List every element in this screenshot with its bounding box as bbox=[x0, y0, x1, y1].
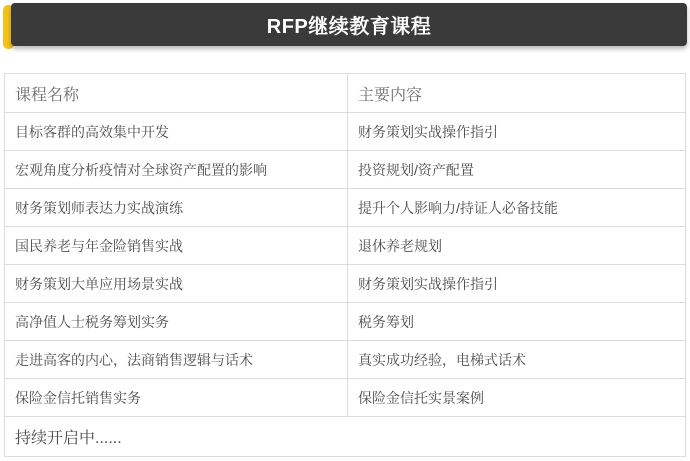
table-header-row bbox=[5, 74, 686, 113]
course-name-cell: 宏观角度分析疫情对全球资产配置的影响 bbox=[5, 151, 348, 189]
table-row bbox=[5, 341, 686, 379]
table-row bbox=[5, 227, 686, 265]
table-row bbox=[5, 189, 686, 227]
course-name-cell: 走进高客的内心，法商销售逻辑与话术 bbox=[5, 341, 348, 379]
main-content-cell: 财务策划实战操作指引 bbox=[348, 113, 686, 151]
main-content-cell: 退休养老规划 bbox=[348, 227, 686, 265]
table-row bbox=[5, 151, 686, 189]
course-name-cell: 国民养老与年金险销售实战 bbox=[5, 227, 348, 265]
course-name-cell: 财务策划师表达力实战演练 bbox=[5, 189, 348, 227]
footer-status-cell: 持续开启中...... bbox=[5, 417, 686, 457]
course-name-cell: 目标客群的高效集中开发 bbox=[5, 113, 348, 151]
main-content-cell: 投资规划/资产配置 bbox=[348, 151, 686, 189]
header-banner bbox=[3, 3, 687, 49]
course-name-cell: 财务策划大单应用场景实战 bbox=[5, 265, 348, 303]
main-content-cell: 真实成功经验，电梯式话术 bbox=[348, 341, 686, 379]
table-footer-row bbox=[5, 417, 686, 457]
page-title: RFP继续教育课程 bbox=[266, 16, 432, 38]
course-name-cell: 保险金信托销售实务 bbox=[5, 379, 348, 417]
course-name-cell: 高净值人士税务筹划实务 bbox=[5, 303, 348, 341]
column-header-main-content: 主要内容 bbox=[348, 74, 686, 113]
main-content-cell: 税务筹划 bbox=[348, 303, 686, 341]
table-row bbox=[5, 113, 686, 151]
table-row bbox=[5, 379, 686, 417]
main-content-cell: 提升个人影响力/持证人必备技能 bbox=[348, 189, 686, 227]
main-content-cell: 保险金信托实景案例 bbox=[348, 379, 686, 417]
column-header-course-name: 课程名称 bbox=[5, 74, 348, 113]
banner-background bbox=[11, 3, 687, 46]
table-row bbox=[5, 265, 686, 303]
course-table bbox=[4, 73, 686, 457]
main-content-cell: 财务策划实战操作指引 bbox=[348, 265, 686, 303]
table-row bbox=[5, 303, 686, 341]
